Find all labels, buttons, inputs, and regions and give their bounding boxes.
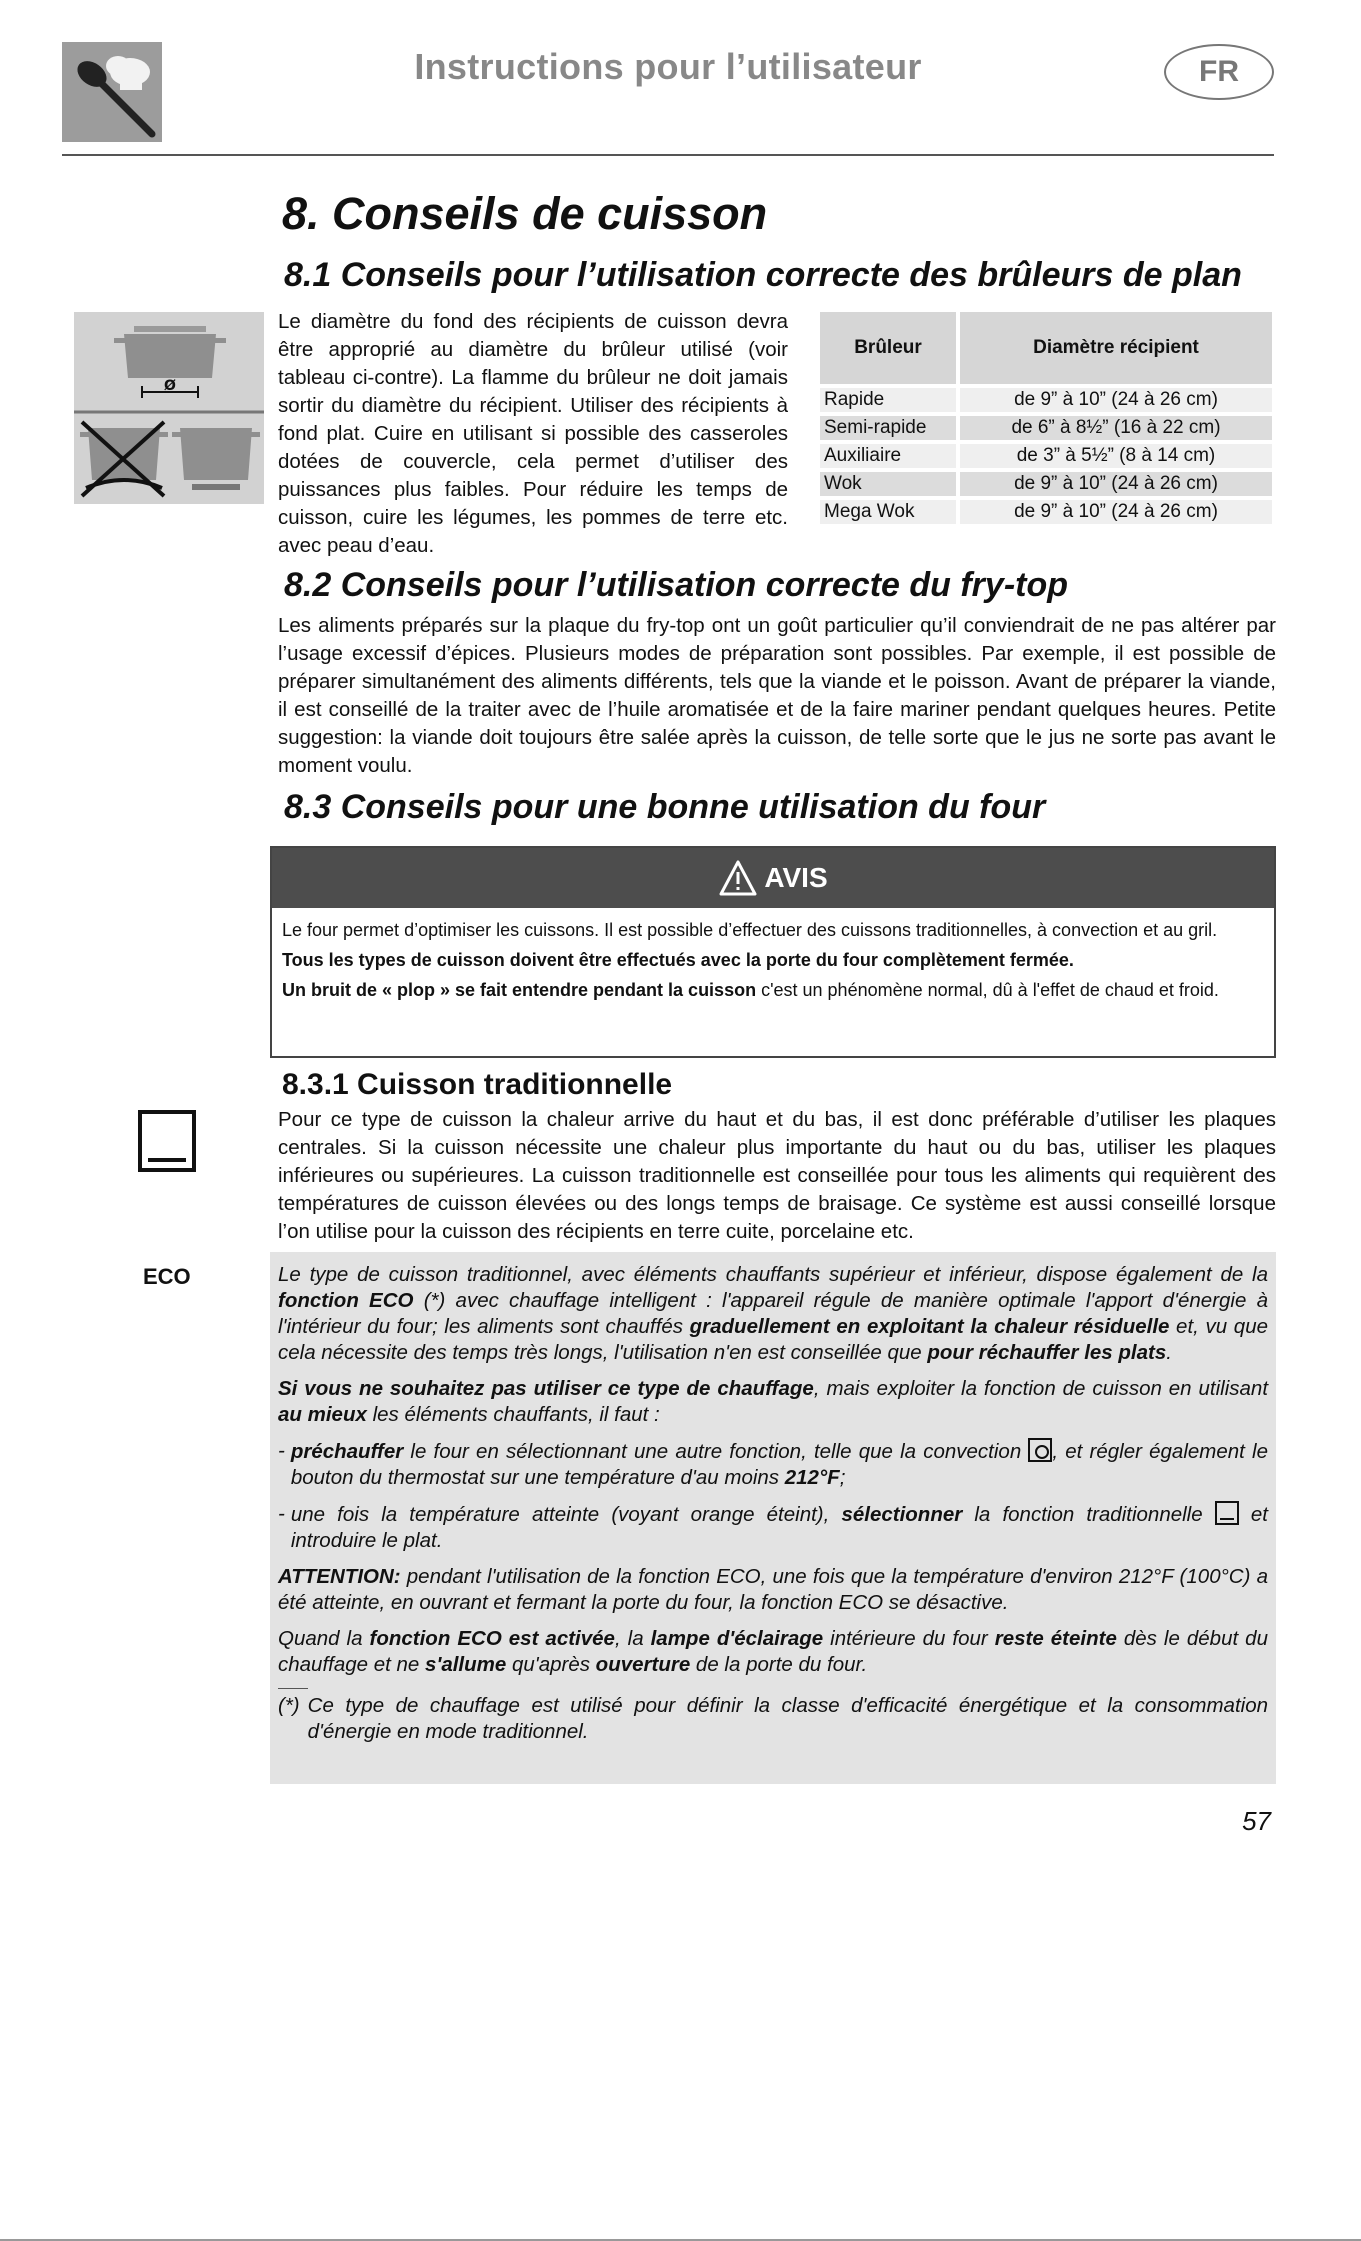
eco-emphasis: pour réchauffer les plats (927, 1341, 1167, 1364)
list-dash: - (278, 1439, 285, 1462)
traditional-function-icon (1215, 1501, 1239, 1525)
eco-text: , mais exploiter la fonction de cuisson en utilisant (813, 1377, 1269, 1400)
table-row (820, 444, 1272, 468)
convection-fan-icon (1028, 1438, 1052, 1462)
list-dash: - (278, 1502, 285, 1525)
subsection-8-3-1-title: 8.3.1 Cuisson traditionnelle (282, 1068, 673, 1101)
section-title: 8. Conseils de cuisson (282, 188, 768, 239)
eco-emphasis: préchauffer (290, 1440, 404, 1463)
eco-text: et introduire le plat. (290, 1503, 1268, 1552)
burner-diameter: de 9” à 10” (24 à 26 cm) (960, 472, 1272, 496)
eco-text: le four en sélectionnant une autre fonction, telle que la convection (403, 1440, 1029, 1463)
notice-header (272, 848, 1274, 908)
table-row (820, 500, 1272, 524)
pot-diameter-illustration (74, 312, 264, 504)
burner-name: Semi-rapide (820, 416, 956, 440)
eco-emphasis: 212°F (784, 1466, 840, 1489)
eco-emphasis: fonction ECO (278, 1289, 414, 1312)
eco-function-box (270, 1252, 1276, 1784)
notice-label: AVIS (764, 862, 828, 893)
burner-advice-paragraph: Le diamètre du fond des récipients de cuisson devra être approprié au diamètre du brûleur utilisé (voir tableau ci-contre). La flamme du brûleur ne doit jamais sortir du diamètre du récipient. Utiliser des récipients à fond plat. Cuire en utilisant si possible des casseroles dotées de couvercle, cela permet d’utiliser des puissances plus faibles. Pour réduire les temps de cuisson, cuire les légumes, les pommes de terre etc. avec peau d’eau. (278, 310, 788, 557)
header-title: Instructions pour l’utilisateur (414, 46, 922, 87)
eco-list-text (291, 1501, 1268, 1554)
eco-text: la fonction traditionnelle (962, 1503, 1215, 1526)
eco-text: . (1166, 1341, 1172, 1364)
eco-label: ECO (143, 1264, 191, 1289)
footnote-text: Ce type de chauffage est utilisé pour définir la classe d'efficacité énergétique et la consommation d'énergie en mode traditionnel. (307, 1694, 1268, 1743)
subsection-8-1-title: 8.1 Conseils pour l’utilisation correcte des brûleurs de plan (284, 256, 1242, 294)
burner-diameter: de 9” à 10” (24 à 26 cm) (960, 500, 1272, 524)
eco-text: (*) avec chauffage intelligent : l'appareil régule de manière optimale l'apport d'énergie à l'intérieur du four; les aliments sont chauffés (278, 1289, 1268, 1338)
burner-diameter: de 6” à 8½” (16 à 22 cm) (960, 416, 1272, 440)
burner-name: Wok (820, 472, 956, 496)
table-header-row (820, 312, 1272, 384)
eco-emphasis: ouverture (595, 1653, 691, 1676)
eco-text: ; (839, 1466, 846, 1489)
eco-text: pendant l'utilisation de la fonction ECO, une fois que la température d'environ 212°F (100°C) a été atteinte, en ouvrant et fermant la porte du four, la fonction ECO se désactive. (278, 1565, 1268, 1614)
notice-emphasis: Un bruit de « plop » se fait entendre pendant la cuisson (282, 980, 757, 1000)
page-number: 57 (1242, 1806, 1271, 1836)
eco-text: intérieure du four (823, 1627, 995, 1650)
column-header-burner: Brûleur (820, 312, 956, 384)
diameter-symbol: Ø (164, 378, 176, 394)
notice-paragraph-bold: Tous les types de cuisson doivent être effectués avec la porte du four complètement fermée. (282, 950, 1074, 970)
notice-body (272, 908, 1274, 1002)
table-row (820, 388, 1272, 412)
eco-text: Quand la (278, 1627, 370, 1650)
eco-emphasis: au mieux (278, 1403, 367, 1426)
fry-top-paragraph: Les aliments préparés sur la plaque du fry-top ont un goût particulier qu’il conviendrait de ne pas altérer par l’usage excessif d’épices. Plusieurs modes de préparation sont possibles. Par exemple, il est possible de préparer simultanément des aliments différents, tels que la viande et le poisson. Avant de préparer la viande, il est conseillé de la traiter avec de l’huile aromatisée et de la faire mariner pendant quelques heures. Petite suggestion: la viande doit toujours être salée après la cuisson, de telle sorte que le jus ne sorte pas avant le moment voulu. (278, 614, 1276, 777)
eco-emphasis: lampe d'éclairage (650, 1627, 824, 1650)
page-header (62, 42, 1274, 144)
notice-text: c'est un phénomène normal, dû à l'effet de chaud et froid. (756, 980, 1219, 1000)
eco-text: qu'après (506, 1653, 596, 1676)
eco-paragraph (278, 1564, 1268, 1616)
language-badge: FR (1164, 44, 1274, 100)
eco-list-item (278, 1438, 1268, 1491)
notice-box (270, 846, 1276, 1058)
eco-emphasis: ATTENTION: (278, 1565, 401, 1588)
footnote-mark: (*) (278, 1694, 300, 1717)
eco-emphasis: graduellement en exploitant la chaleur résiduelle (689, 1315, 1170, 1338)
table-row (820, 416, 1272, 440)
notice-paragraph (282, 978, 1264, 1002)
burner-name: Mega Wok (820, 500, 956, 524)
eco-emphasis: reste éteinte (994, 1627, 1117, 1650)
eco-paragraph (278, 1376, 1268, 1428)
footnote (278, 1693, 1268, 1745)
eco-text: de la porte du four. (690, 1653, 868, 1676)
eco-text: , la (614, 1627, 651, 1650)
eco-emphasis: sélectionner (841, 1503, 963, 1526)
eco-emphasis: fonction ECO est activée (369, 1627, 615, 1650)
eco-text: dès le début du chauffage et ne (278, 1627, 1268, 1676)
pot-burner-figure (74, 312, 264, 504)
eco-text: , et régler également le bouton du thermostat sur une température d'au moins (290, 1440, 1268, 1489)
notice-paragraph: Le four permet d’optimiser les cuissons. Il est possible d’effectuer des cuissons traditionnelles, à convection et au gril. (282, 920, 1218, 940)
burner-diameter-table (816, 308, 1276, 528)
column-header-diameter: Diamètre récipient (960, 312, 1272, 384)
header-divider (62, 154, 1274, 156)
traditional-cooking-paragraph: Pour ce type de cuisson la chaleur arrive du haut et du bas, il est donc préférable d’utiliser les plaques centrales. Si la cuisson nécessite une chaleur plus importante du haut ou du bas, utiliser les plaques inférieures ou supérieures. La cuisson traditionnelle est conseillée pour tous les aliments qui requièrent des températures de cuisson élevées ou des longs temps de braisage. Ce système est aussi conseillé lorsque l’on utilise pour la cuisson des récipients en terre cuite, porcelaine etc. (278, 1108, 1276, 1243)
table-row (820, 472, 1272, 496)
burner-name: Rapide (820, 388, 956, 412)
traditional-oven-icon (138, 1110, 196, 1172)
subsection-8-3-title: 8.3 Conseils pour une bonne utilisation du four (284, 788, 1046, 826)
eco-emphasis: s'allume (425, 1653, 507, 1676)
eco-text: une fois la température atteinte (voyant orange éteint), (290, 1503, 842, 1526)
eco-text: et, vu que cela nécessite des temps très longs, l'utilisation n'en est conseillée que (278, 1315, 1268, 1364)
footnote-divider (278, 1688, 308, 1689)
eco-paragraph (278, 1626, 1268, 1678)
eco-list-text (291, 1438, 1268, 1491)
eco-emphasis: Si vous ne souhaitez pas utiliser ce type de chauffage (278, 1377, 814, 1400)
eco-list-item (278, 1501, 1268, 1554)
eco-paragraph (278, 1262, 1268, 1366)
burner-diameter: de 3” à 5½” (8 à 14 cm) (960, 444, 1272, 468)
subsection-8-2-title: 8.2 Conseils pour l’utilisation correcte du fry-top (284, 566, 1069, 604)
burner-diameter: de 9” à 10” (24 à 26 cm) (960, 388, 1272, 412)
eco-text: les éléments chauffants, il faut : (366, 1403, 660, 1426)
eco-text: Le type de cuisson traditionnel, avec éléments chauffants supérieur et inférieur, dispose également de la (278, 1263, 1268, 1286)
burner-name: Auxiliaire (820, 444, 956, 468)
warning-triangle-icon (718, 859, 758, 897)
